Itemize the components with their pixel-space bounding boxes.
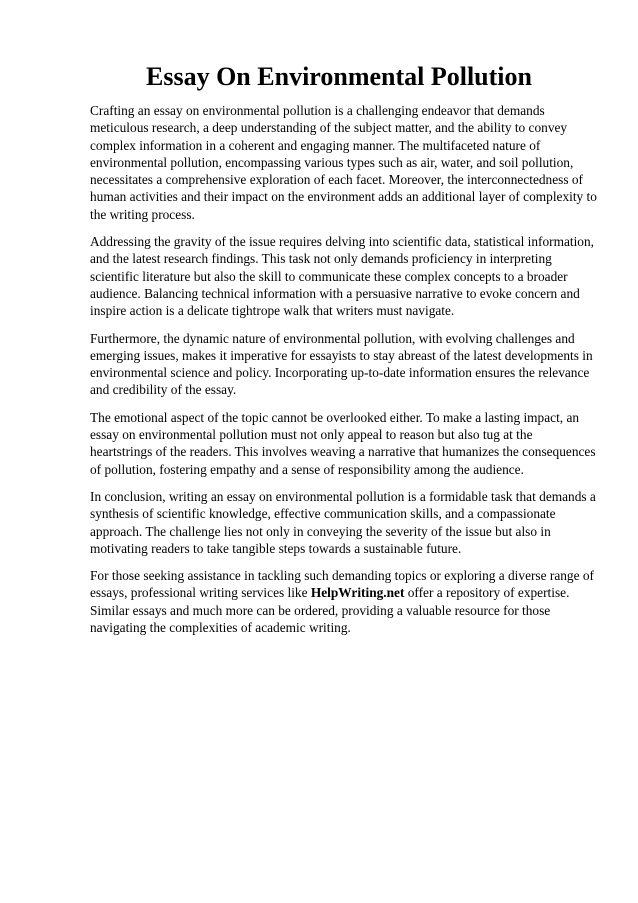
paragraph-conclusion: In conclusion, writing an essay on environmental pollution is a formidable task that demands a synthesis of scientific knowledge, effective communication skills, and a compassionate approach. The challenge lies not only in conveying the severity of the issue but also in motivating readers to take tangible steps towards a sustainable future. (90, 488, 596, 556)
paragraph-writing-services (90, 567, 598, 636)
helpwriting-link[interactable]: HelpWriting.net (310, 585, 405, 601)
paragraph-emotional-aspect: The emotional aspect of the topic cannot be overlooked either. To make a lasting impact, an essay on environmental pollution must not only appeal to reason but also tug at the heartstrings of the readers. This involves weaving a narrative that humanizes the consequences of pollution, fostering empathy and a sense of responsibility among the audience. (90, 409, 596, 477)
paragraph-intro: Crafting an essay on environmental pollution is a challenging endeavor that demands meticulous research, a deep understanding of the subject matter, and the ability to convey complex information in a coherent and engaging manner. The multifaceted nature of environmental pollution, encompassing various types such as air, water, and soil pollution, necessitates a comprehensive exploration of each facet. Moreover, the interconnectedness of human activities and their impact on the environment adds an additional layer of complexity to the writing process. (90, 103, 597, 222)
document-title: Essay On Environmental Pollution (146, 62, 532, 91)
paragraph-gravity: Addressing the gravity of the issue requires delving into scientific data, statistical information, and the latest research findings. This task not only demands proficiency in interpreting scientific literature but also the skill to communicate these complex concepts to a broader audience. Balancing technical information with a persuasive narrative to evoke concern and inspire action is a delicate tightrope walk that writers must navigate. (90, 234, 594, 319)
services-text-before: For those seeking assistance in tackling such demanding topics or exploring a diverse range of essays, professional writing services like (90, 568, 594, 601)
services-text-after: offer a repository of expertise. Similar essays and much more can be ordered, providing a valuable resource for those navigating the complexities of academic writing. (90, 585, 570, 636)
paragraph-dynamic-nature: Furthermore, the dynamic nature of environmental pollution, with evolving challenges and emerging issues, makes it imperative for essayists to stay abreast of the latest developments in environmental science and policy. Incorporating up-to-date information ensures the relevance and credibility of the essay. (90, 330, 593, 398)
